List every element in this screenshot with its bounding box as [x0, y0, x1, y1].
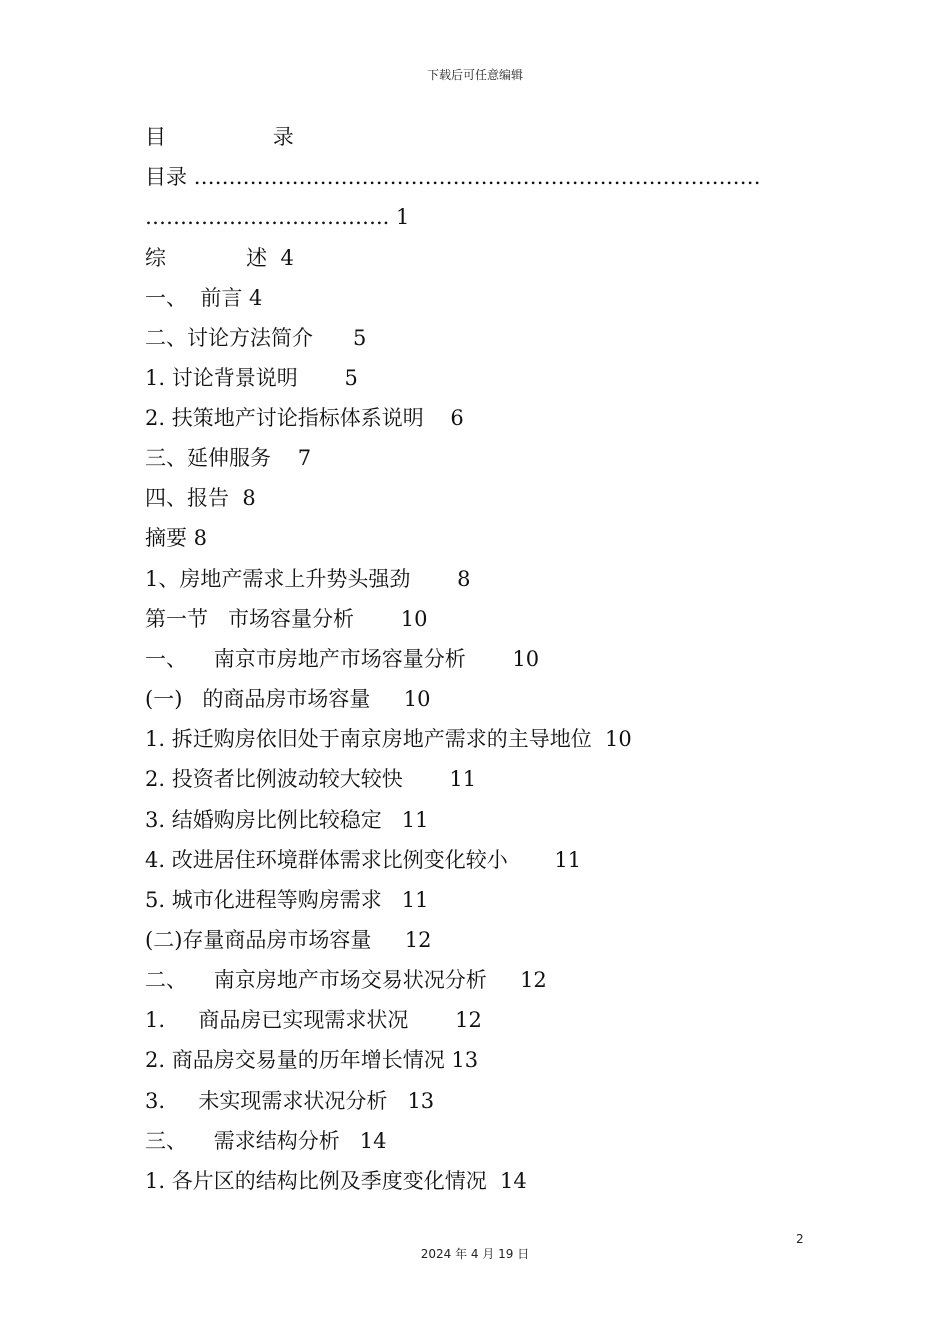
toc-entry: 1、房地产需求上升势头强劲 8 [145, 567, 471, 591]
footer-date: 2024 年 4 月 19 日 [420, 1247, 530, 1261]
toc-entry: 目录 ……………………………………………………………………… [145, 165, 761, 189]
toc-entry: 1. 各片区的结构比例及季度变化情况 14 [145, 1169, 527, 1193]
toc-entry: (二)存量商品房市场容量 12 [145, 928, 432, 952]
toc-entry: 2. 扶策地产讨论指标体系说明 6 [145, 406, 464, 430]
page-header: 下载后可任意编辑 [426, 68, 523, 82]
toc-entry: 摘要 8 [145, 526, 208, 550]
toc-entry: …………………………….. 1 [145, 205, 410, 229]
toc-entry: 5. 城市化进程等购房需求 11 [145, 888, 429, 912]
toc-entry: 3. 未实现需求状况分析 13 [145, 1089, 435, 1113]
toc-entry: 二、讨论方法简介 5 [145, 326, 367, 350]
toc-entry: 三、 需求结构分析 14 [145, 1129, 387, 1153]
toc-entry: 一、 南京市房地产市场容量分析 10 [145, 647, 540, 671]
toc-entry: 2. 商品房交易量的历年增长情况 13 [145, 1048, 479, 1072]
toc-entry: 3. 结婚购房比例比较稳定 11 [145, 808, 429, 832]
toc-entry: 二、 南京房地产市场交易状况分析 12 [145, 968, 547, 992]
toc-entry: 1. 商品房已实现需求状况 12 [145, 1008, 482, 1032]
toc-entry: 1. 讨论背景说明 5 [145, 366, 358, 390]
toc-entry: 4. 改进居住环境群体需求比例变化较小 11 [145, 848, 582, 872]
toc-entry: 综 述 4 [145, 246, 294, 270]
page-number: 2 [796, 1232, 804, 1246]
toc-entry: 三、延伸服务 7 [145, 446, 312, 470]
toc-entry: 2. 投资者比例波动较大较快 11 [145, 767, 477, 791]
toc-title: 目 录 [145, 125, 294, 149]
toc-entry: 一、 前言 4 [145, 286, 263, 310]
toc-entry: 四、报告 8 [145, 486, 256, 510]
toc-entry: (一) 的商品房市场容量 10 [145, 687, 431, 711]
toc-entry: 第一节 市场容量分析 10 [145, 607, 428, 631]
toc-entry: 1. 拆迁购房依旧处于南京房地产需求的主导地位 10 [145, 727, 632, 751]
